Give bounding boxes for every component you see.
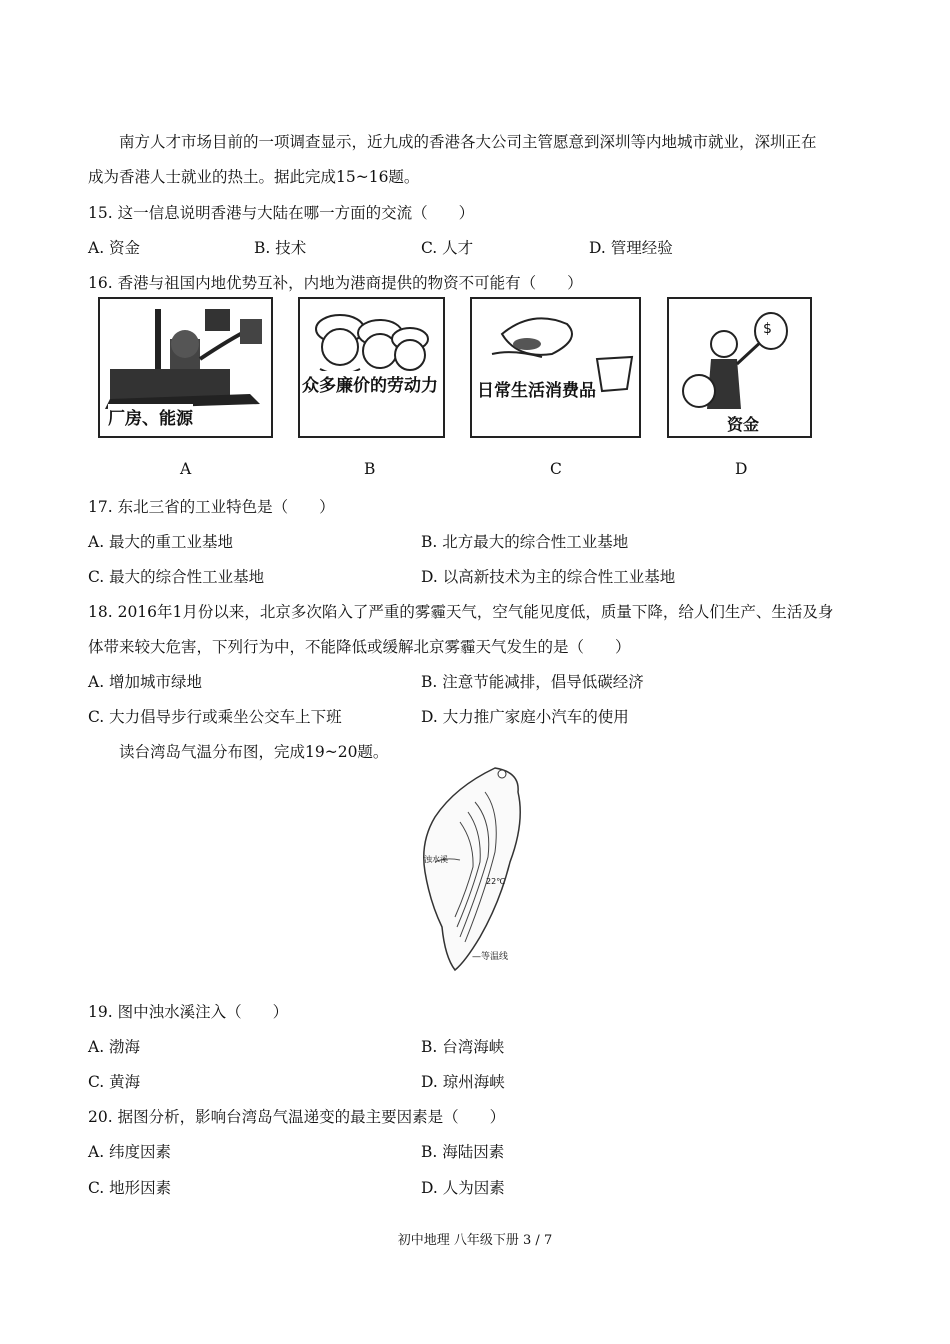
q18-option-d: D. 大力推广家庭小汽车的使用 <box>421 708 629 726</box>
map-label-isotherm: 22℃ <box>486 877 506 886</box>
q20-option-a: A. 纬度因素 <box>88 1143 172 1161</box>
q20-option-c: C. 地形因素 <box>88 1179 172 1197</box>
q19-option-c: C. 黄海 <box>88 1073 141 1091</box>
taiwan-temperature-map <box>400 762 550 980</box>
picture-c-caption: 日常生活消费品 <box>477 376 596 401</box>
picture-c-letter: C <box>550 460 562 478</box>
picture-d-money <box>667 297 812 438</box>
question-18-stem-line-1: 18. 2016年1月份以来，北京多次陷入了严重的雾霾天气，空气能见度低，质量下降，给人们生产、生活及身 <box>88 603 834 621</box>
question-20-stem: 20. 据图分析，影响台湾岛气温递变的最主要因素是（ ） <box>88 1108 506 1126</box>
intro-paragraph-line-2: 成为香港人士就业的热土。据此完成15~16题。 <box>88 168 420 186</box>
question-17-stem: 17. 东北三省的工业特色是（ ） <box>88 498 335 516</box>
question-19-stem: 19. 图中浊水溪注入（ ） <box>88 1003 289 1021</box>
map-legend: —等温线 <box>472 952 509 962</box>
picture-b-caption: 众多廉价的劳动力 <box>302 371 438 396</box>
picture-b-workers <box>298 297 445 438</box>
picture-a-factory <box>98 297 273 438</box>
q17-option-b: B. 北方最大的综合性工业基地 <box>421 533 629 551</box>
question-16-stem: 16. 香港与祖国内地优势互补，内地为港商提供的物资不可能有（ ） <box>88 274 583 292</box>
money-bag-symbol: $ <box>763 321 772 337</box>
q20-option-b: B. 海陆因素 <box>421 1143 505 1161</box>
workers-illustration <box>300 299 443 436</box>
goods-illustration <box>472 299 639 436</box>
q15-option-c: C. 人才 <box>421 239 474 257</box>
question-15-stem: 15. 这一信息说明香港与大陆在哪一方面的交流（ ） <box>88 204 475 222</box>
picture-b-letter: B <box>364 460 376 478</box>
q19-option-d: D. 琼州海峡 <box>421 1073 505 1091</box>
q18-option-a: A. 增加城市绿地 <box>88 673 203 691</box>
picture-a-caption: 厂房、能源 <box>108 404 193 429</box>
picture-c-goods <box>470 297 641 438</box>
page-footer: 初中地理 八年级下册 3 / 7 <box>397 1233 553 1248</box>
q20-option-d: D. 人为因素 <box>421 1179 505 1197</box>
picture-d-letter: D <box>735 460 748 478</box>
taiwan-island-outline <box>400 762 550 980</box>
q17-option-c: C. 最大的综合性工业基地 <box>88 568 265 586</box>
q19-option-b: B. 台湾海峡 <box>421 1038 505 1056</box>
picture-d-caption: 资金 <box>727 412 759 435</box>
picture-a-letter: A <box>180 460 192 478</box>
question-18-stem-line-2: 体带来较大危害，下列行为中，不能降低或缓解北京雾霾天气发生的是（ ） <box>88 638 631 656</box>
q18-option-c: C. 大力倡导步行或乘坐公交车上下班 <box>88 708 342 726</box>
intro-paragraph-line-1: 南方人才市场目前的一项调查显示，近九成的香港各大公司主管愿意到深圳等内地城市就业，深圳正在 <box>119 133 817 151</box>
q17-option-d: D. 以高新技术为主的综合性工业基地 <box>421 568 676 586</box>
q18-option-b: B. 注意节能减排，倡导低碳经济 <box>421 673 644 691</box>
map-label-river: 浊水溪 <box>424 855 448 864</box>
q19-option-a: A. 渤海 <box>88 1038 141 1056</box>
q15-option-a: A. 资金 <box>88 239 141 257</box>
q15-option-b: B. 技术 <box>254 239 307 257</box>
q17-option-a: A. 最大的重工业基地 <box>88 533 234 551</box>
intro-19-20: 读台湾岛气温分布图，完成19~20题。 <box>119 743 389 761</box>
q15-option-d: D. 管理经验 <box>589 239 673 257</box>
